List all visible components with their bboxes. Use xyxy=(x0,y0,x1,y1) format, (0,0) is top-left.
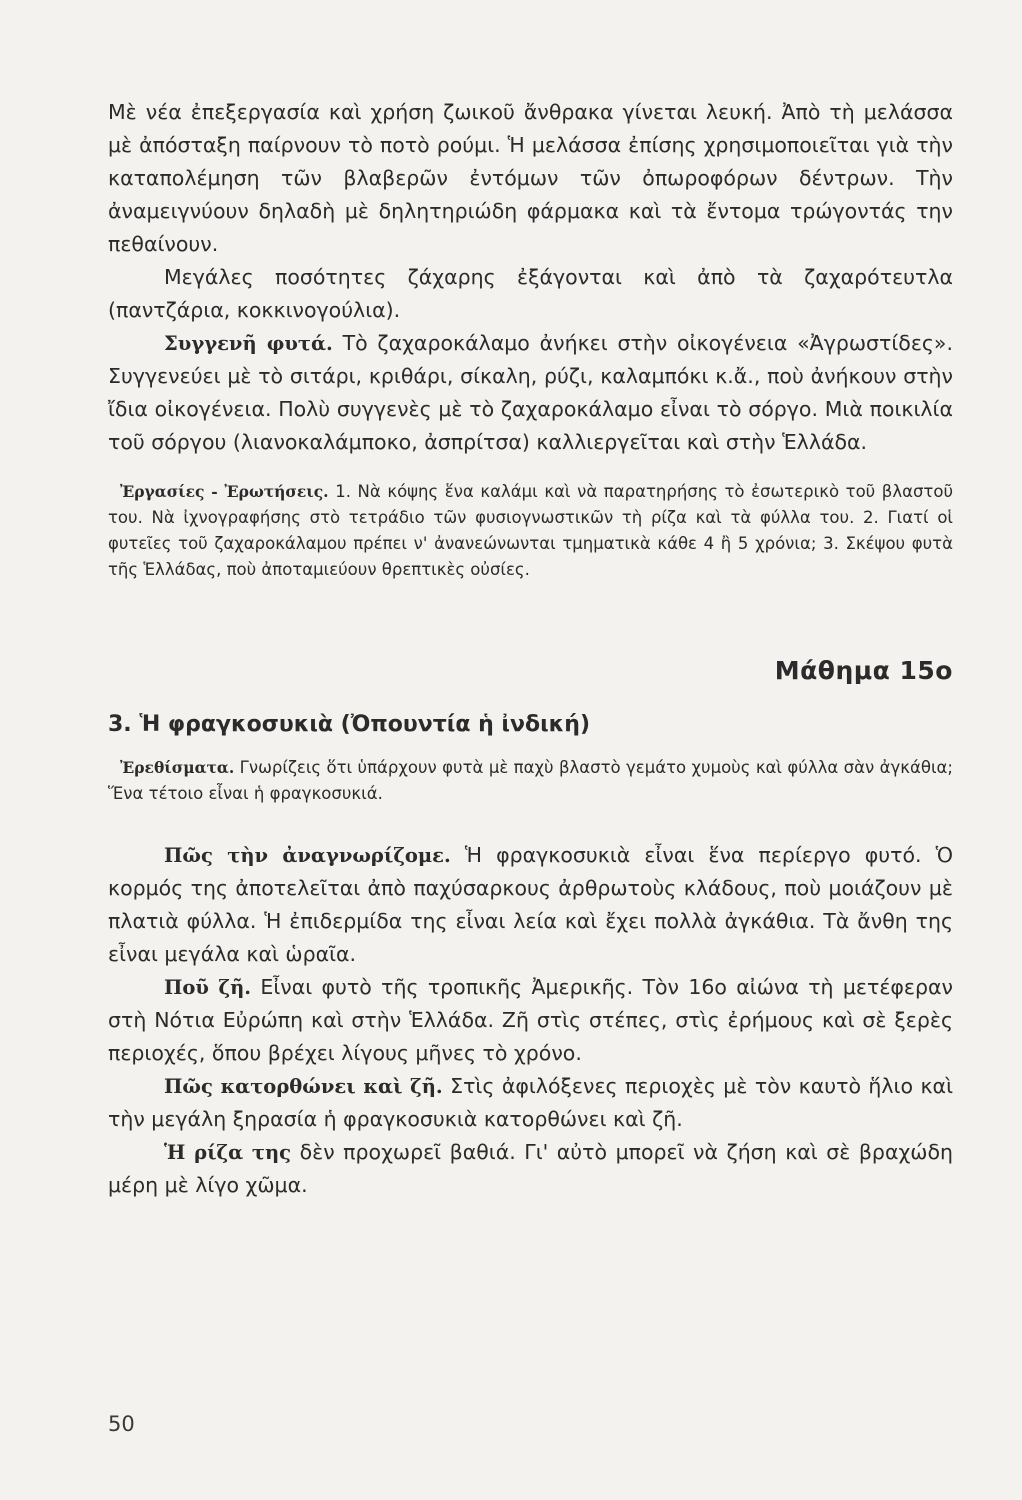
root-paragraph xyxy=(108,1136,953,1202)
exercises-heading: Ἐργασίες - Ἐρωτήσεις. xyxy=(120,482,329,501)
related-plants-text: Τὸ ζαχαροκάλαμο ἀνήκει στὴν οἰκογένεια «Ἀγρωστίδες». Συγγενεύει μὲ τὸ σιτάρι, κριθάρι, σίκαλη, ρύζι, καλαμπόκι κ.ἄ., ποὺ ἀνήκουν στὴν ἴδια οἰκογένεια. Πολὺ συγγενὲς μὲ τὸ ζαχαροκάλαμο εἶναι τὸ σόργο. Μιὰ ποικιλία τοῦ σόργου (λιανοκαλάμποκο, ἀσπρίτσα) καλλιεργεῖται καὶ στὴν Ἑλλάδα. xyxy=(108,331,953,454)
habitat-heading: Ποῦ ζῆ. xyxy=(164,976,252,999)
stimuli-text: Γνωρίζεις ὅτι ὑπάρχουν φυτὰ μὲ παχὺ βλαστὸ γεμάτο χυμοὺς καὶ φύλλα σὰν ἀγκάθια; Ἕνα τέτοιο εἶναι ἡ φραγκοσυκιά. xyxy=(108,758,953,803)
recognition-text: Ἡ φραγκοσυκιὰ εἶναι ἕνα περίεργο φυτό. Ὁ κορμός της ἀποτελεῖται ἀπὸ παχύσαρκους ἀρθρωτοὺς κλάδους, ποὺ μοιάζουν μὲ πλατιὰ φύλλα. Ἡ ἐπιδερμίδα της εἶναι λεία καὶ ἔχει πολλὰ ἀγκάθια. Τὰ ἄνθη της εἶναι μεγάλα καὶ ὡραῖα. xyxy=(108,843,953,966)
related-plants-paragraph xyxy=(108,327,953,459)
intro-paragraph-1 xyxy=(108,96,953,261)
lesson-title: Μάθημα 15ο xyxy=(774,656,953,685)
survival-heading: Πῶς κατορθώνει καὶ ζῆ. xyxy=(164,1075,443,1098)
intro-paragraph-2 xyxy=(108,261,953,327)
related-plants-heading: Συγγενῆ φυτά. xyxy=(164,332,333,355)
habitat-text: Εἶναι φυτὸ τῆς τροπικῆς Ἀμερικῆς. Τὸν 16ο αἰώνα τὴ μετέφεραν στὴ Νότια Εὐρώπη καὶ στὴν Ἑλλάδα. Ζῆ στὶς στέπες, στὶς ἐρήμους καὶ σὲ ξερὲς περιοχές, ὅπου βρέχει λίγους μῆνες τὸ χρόνο. xyxy=(108,975,953,1065)
intro-text-1: Μὲ νέα ἐπεξεργασία καὶ χρήση ζωικοῦ ἄνθρακα γίνεται λευκή. Ἀπὸ τὴ μελάσσα μὲ ἀπόσταξη παίρνουν τὸ ποτὸ ρούμι. Ἡ μελάσσα ἐπίσης χρησιμοποιεῖται γιὰ τὴν καταπολέμηση τῶν βλαβερῶν ἐντόμων τῶν ὀπωροφόρων δέντρων. Τὴν ἀναμειγνύουν δηλαδὴ μὲ δηλητηριώδη φάρμακα καὶ τὰ ἔντομα τρώγοντάς την πεθαίνουν. xyxy=(108,100,953,256)
survival-text: Στὶς ἀφιλόξενες περιοχὲς μὲ τὸν καυτὸ ἥλιο καὶ τὴν μεγάλη ξηρασία ἡ φραγκοσυκιὰ κατορθώνει καὶ ζῆ. xyxy=(108,1074,954,1131)
page-content xyxy=(108,96,953,1202)
survival-paragraph xyxy=(108,1070,953,1136)
stimuli-heading: Ἐρεθίσματα. xyxy=(120,758,235,777)
lesson-body xyxy=(108,839,953,1202)
recognition-heading: Πῶς τὴν ἀναγνωρίζομε. xyxy=(164,844,451,867)
recognition-paragraph xyxy=(108,839,953,971)
exercises-text: 1. Νὰ κόψης ἕνα καλάμι καὶ νὰ παρατηρήσης τὸ ἐσωτερικὸ τοῦ βλαστοῦ του. Νὰ ἰχνογραφήσης στὸ τετράδιο τῶν φυσιογνωστικῶν τὴ ρίζα καὶ τὰ φύλλα του. 2. Γιατί οἱ φυτεῖες τοῦ ζαχαροκάλαμου πρέπει ν' ἀνανεώνωνται τμηματικὰ κάθε 4 ἢ 5 χρόνια; 3. Σκέψου φυτὰ τῆς Ἑλλάδας, ποὺ ἀποταμιεύουν θρεπτικὲς οὐσίες. xyxy=(108,482,954,579)
root-heading: Ἡ ρίζα της xyxy=(164,1141,292,1164)
page-number: 50 xyxy=(108,1412,135,1436)
habitat-paragraph xyxy=(108,971,953,1070)
stimuli-block xyxy=(108,755,953,807)
section-title: 3. Ἡ φραγκοσυκιὰ (Ὀπουντία ἡ ἰνδική) xyxy=(108,712,591,737)
root-text: δὲν προχωρεῖ βαθιά. Γι' αὐτὸ μπορεῖ νὰ ζήση καὶ σὲ βραχώδη μέρη μὲ λίγο χῶμα. xyxy=(108,1140,953,1197)
exercises-block xyxy=(108,479,953,583)
intro-text-2: Μεγάλες ποσότητες ζάχαρης ἐξάγονται καὶ ἀπὸ τὰ ζαχαρότευτλα (παντζάρια, κοκκινογούλια). xyxy=(108,265,953,322)
